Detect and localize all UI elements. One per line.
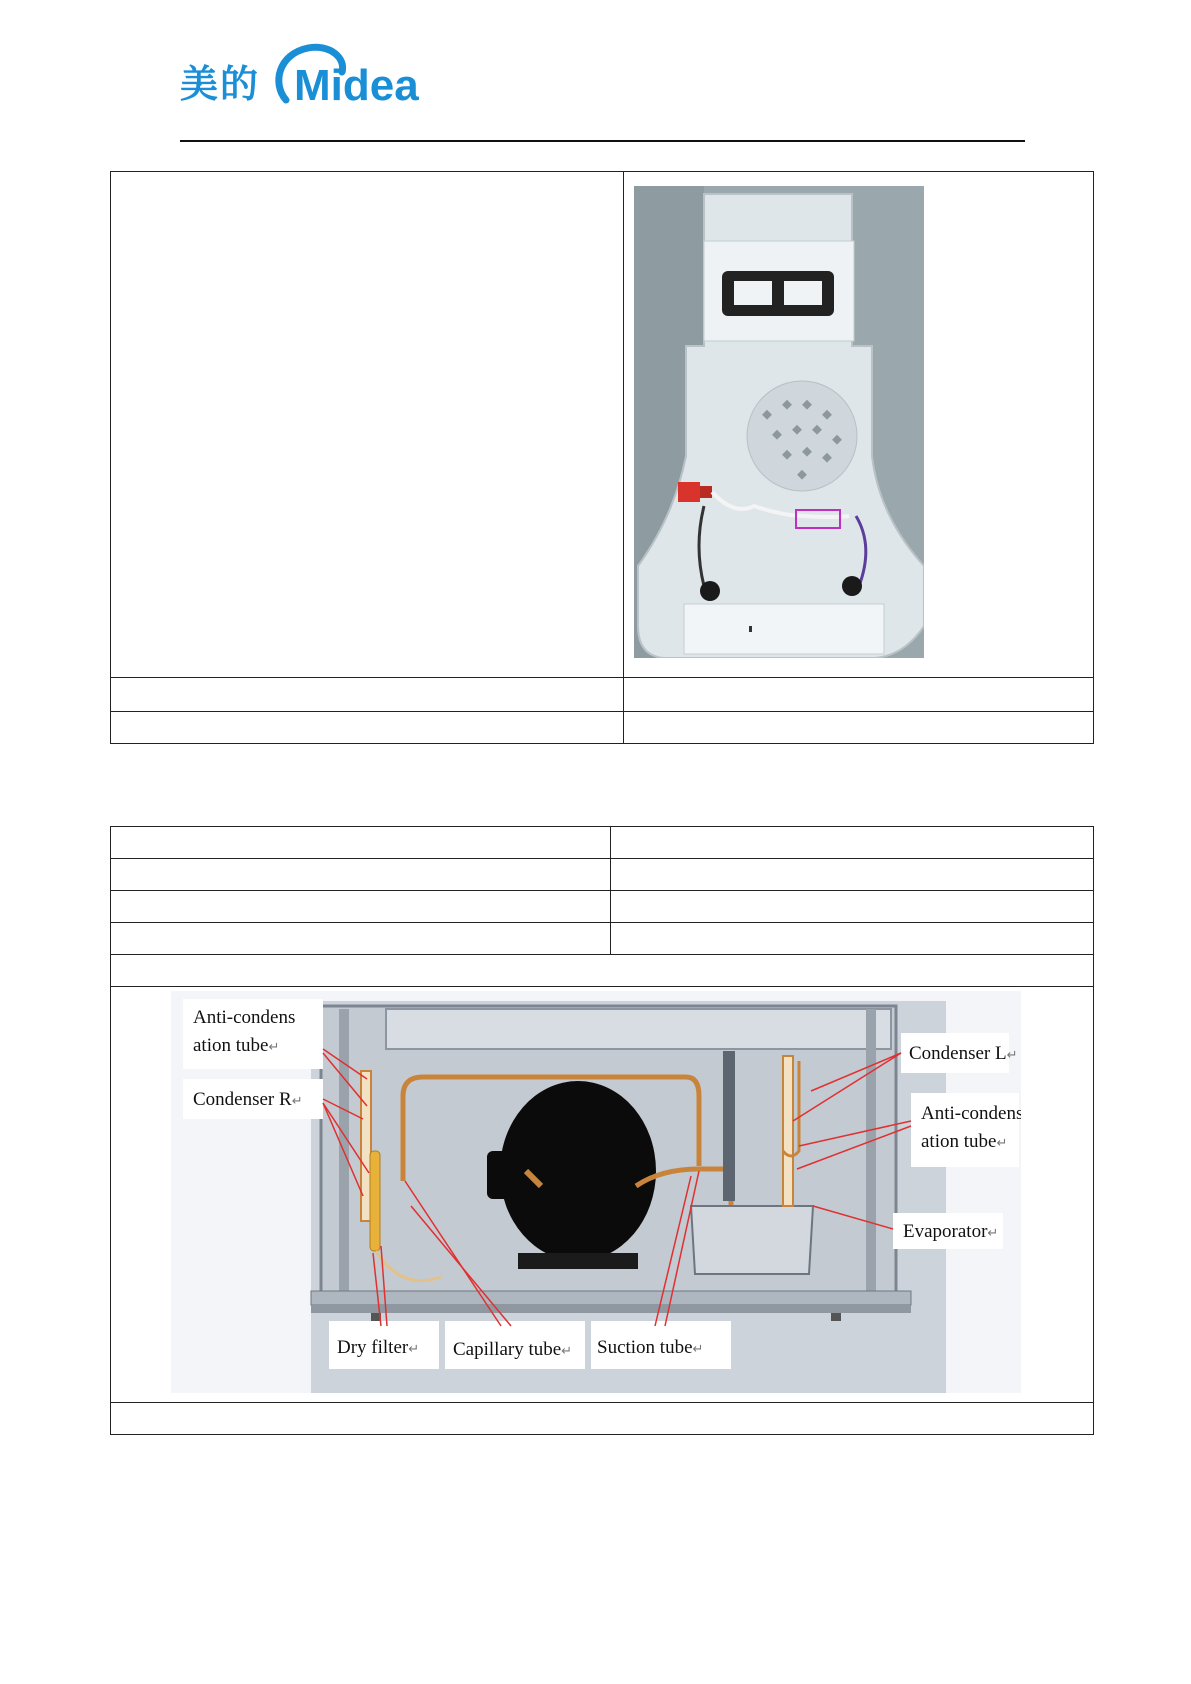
return-mark: ↵ [1006, 1047, 1018, 1062]
table-row [111, 987, 1094, 1403]
label-anti-condensation-right: Anti-condens [921, 1103, 1021, 1124]
return-mark: ↵ [987, 1225, 999, 1240]
table-cell [111, 172, 624, 678]
label-dry-filter: Dry filter [337, 1337, 409, 1358]
table-cell [111, 859, 611, 891]
svg-text:Dry filter↵ [337, 1337, 419, 1358]
table-row [111, 678, 1094, 712]
table-cell [111, 827, 611, 859]
table-cell [611, 827, 1094, 859]
table-row [111, 891, 1094, 923]
brand-english: Midea [294, 61, 419, 110]
label-suction-tube: Suction tube [597, 1337, 693, 1358]
midea-wordmark [268, 40, 438, 120]
svg-text:Condenser R↵ [193, 1089, 303, 1110]
svg-text:Capillary tube↵ [453, 1339, 572, 1360]
table-cell [624, 712, 1094, 744]
label-anti-condensation-right-2: ation tube [921, 1131, 997, 1152]
label-condenser-l: Condenser L [909, 1043, 1007, 1064]
diagram-cell [111, 987, 1094, 1403]
table-cell [111, 712, 624, 744]
label-evaporator: Evaporator [903, 1221, 988, 1242]
return-mark: ↵ [561, 1343, 573, 1358]
table-row [111, 172, 1094, 678]
table-cell [111, 923, 611, 955]
brand-chinese: 美的 [180, 61, 261, 106]
svg-text:Evaporator↵ [903, 1221, 998, 1242]
label-anti-condensation-left-2: ation tube [193, 1035, 269, 1056]
return-mark: ↵ [996, 1135, 1008, 1150]
label-capillary-tube: Capillary tube [453, 1339, 562, 1360]
table-row [111, 955, 1094, 987]
svg-text:Suction tube↵ [597, 1337, 703, 1358]
table-cell [111, 955, 1094, 987]
table-row [111, 712, 1094, 744]
table-caption-cell [111, 1403, 1094, 1435]
table-fan-assembly [110, 171, 1094, 744]
table-cell [611, 891, 1094, 923]
table-row [111, 923, 1094, 955]
label-anti-condensation-left: Anti-condens [193, 1007, 296, 1028]
svg-text:Anti-condens [193, 1007, 295, 1028]
svg-text:ation tube↵ [193, 1035, 279, 1056]
label-condenser-r: Condenser R [193, 1089, 292, 1110]
table-cell [111, 891, 611, 923]
return-mark: ↵ [268, 1039, 280, 1054]
fan-duct-photo [634, 186, 924, 658]
photo-cell [624, 172, 1094, 678]
svg-text:Anti-condens [921, 1103, 1021, 1124]
svg-text:Condenser L↵ [909, 1043, 1018, 1064]
svg-text:ation tube↵ [921, 1131, 1007, 1152]
table-refrigeration-system [110, 826, 1094, 1435]
midea-logo [180, 40, 438, 120]
table-row [111, 1403, 1094, 1435]
refrigeration-diagram [171, 991, 1021, 1393]
table-cell [611, 859, 1094, 891]
table-row [111, 859, 1094, 891]
table-cell [611, 923, 1094, 955]
return-mark: ↵ [291, 1093, 303, 1108]
header-rule [180, 140, 1025, 142]
page-header [180, 40, 1040, 144]
return-mark: ↵ [692, 1341, 704, 1356]
table-row [111, 827, 1094, 859]
table-cell [624, 678, 1094, 712]
return-mark: ↵ [408, 1341, 420, 1356]
table-cell [111, 678, 624, 712]
